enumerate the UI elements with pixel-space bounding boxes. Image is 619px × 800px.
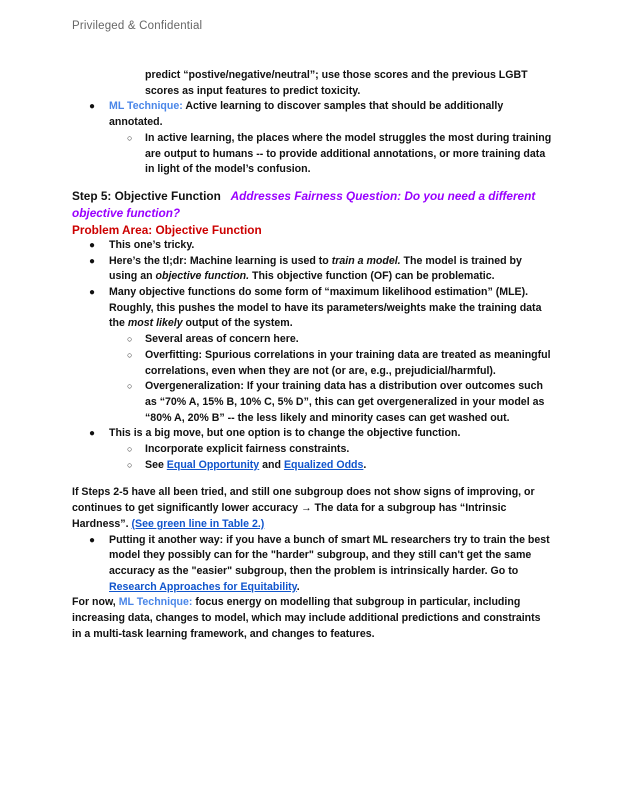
bullet-icon: ●	[89, 534, 96, 546]
list-item: ○ In active learning, the places where the model struggles the most during training are output to humans -- to provide additional annotations, or more training data in light of the model’s confusion.	[127, 131, 552, 176]
list-item: ● Putting it another way: if you have a bunch of smart ML researchers try to train the best model they possibly can for the "harder" subgroup, and they still can't get the same accuracy as the "easier" subgroup, then the problem is intrinsically harder. Go to Research Approaches for Equitability.	[89, 533, 550, 593]
bullet-icon: ●	[89, 239, 96, 251]
bullet-icon: ●	[89, 101, 96, 113]
list-item: ○ See Equal Opportunity and Equalized Odds.	[72, 458, 552, 474]
for-now-paragraph: For now, ML Technique: focus energy on modelling that subgroup in particular, including increasing data, changes to model, which may include additional predictions and constraints in a multi-task learning framework, and changes to features.	[72, 596, 541, 640]
bullet-icon: ●	[89, 255, 96, 267]
list-item: ● This one’s tricky.	[72, 238, 552, 254]
ml-technique-label: ML Technique:	[118, 596, 193, 609]
bullet-icon: ●	[89, 428, 96, 440]
continued-text: predict “postive/negative/neutral”; use those scores and the previous LGBT scores as input features to predict toxicity.	[145, 69, 528, 97]
problem-area-heading: Problem Area: Objective Function	[72, 222, 262, 237]
list-item: ● This is a big move, but one option is to change the objective function.	[72, 426, 552, 442]
document-body	[72, 68, 552, 643]
fairness-question: Addresses Fairness Question: Do you need a different objective function?	[72, 188, 536, 220]
equal-opportunity-link[interactable]: Equal Opportunity	[166, 458, 260, 471]
page-header: Privileged & Confidential	[72, 20, 203, 32]
circle-bullet-icon: ○	[127, 459, 133, 470]
list-item: ○ Incorporate explicit fairness constraints.	[72, 442, 552, 458]
circle-bullet-icon: ○	[127, 349, 133, 360]
circle-bullet-icon: ○	[127, 334, 133, 345]
list-item: ○ Several areas of concern here.	[72, 332, 552, 348]
list-item: ● Here’s the tl;dr: Machine learning is used to train a model. The model is trained by using an objective function. This objective function (OF) can be problematic.	[89, 254, 522, 283]
step-heading: Step 5: Objective Function Addresses Fairness Question: Do you need a different objective function?	[72, 188, 536, 220]
list-item: ○ Overfitting: Spurious correlations in your training data are treated as meaningful correlations, even when they are not (or are, e.g., prejudicial/harmful).	[127, 348, 551, 377]
bullet-icon: ●	[89, 287, 96, 299]
table-2-link[interactable]: (See green line in Table 2.)	[131, 517, 265, 530]
circle-bullet-icon: ○	[127, 381, 133, 392]
intrinsic-hardness-paragraph: If Steps 2-5 have all been tried, and still one subgroup does not show signs of improving, or continues to get significantly lower accuracy → The data for a subgroup has “Intrinsic Hardness”. (See green line in Table 2.)	[72, 486, 535, 530]
circle-bullet-icon: ○	[127, 444, 133, 455]
equalized-odds-link[interactable]: Equalized Odds	[283, 458, 364, 471]
research-approaches-link[interactable]: Research Approaches for Equitability	[109, 580, 297, 593]
list-item: ● ML Technique: Active learning to discover samples that should be additionally annotated.	[89, 100, 504, 129]
list-item: ● Many objective functions do some form of “maximum likelihood estimation” (MLE). Roughly, this pushes the model to have its parameters/weights make the training data the most likely output of the system.	[89, 286, 542, 330]
circle-bullet-icon: ○	[127, 132, 133, 143]
ml-technique-label: ML Technique:	[109, 100, 183, 113]
list-item: ○ Overgeneralization: If your training data has a distribution over outcomes such as “70% A, 15% B, 10% C, 5% D”, this can get overgeneralized in your model as “80% A, 20% B” -- the less likely and minority cases can get washed out.	[127, 380, 545, 424]
